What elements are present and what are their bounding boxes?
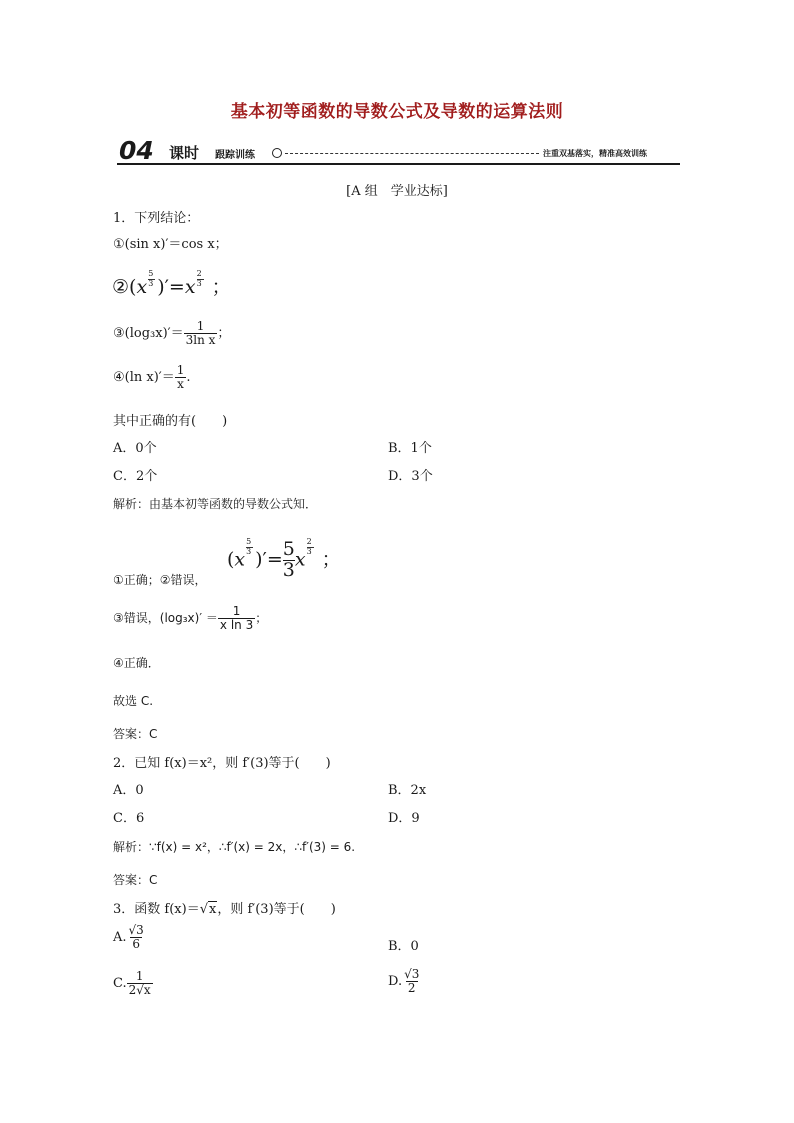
q3-option-c-num: 1 bbox=[135, 969, 144, 983]
q3-option-a bbox=[113, 924, 146, 951]
q1-analysis-line-c: ④正确． bbox=[113, 656, 160, 670]
q1-item3 bbox=[113, 320, 230, 347]
q1-analysis-line-b bbox=[113, 605, 267, 632]
q1-line-b-num: 1 bbox=[232, 604, 241, 618]
arrow-circle-icon bbox=[272, 148, 282, 158]
q3-stem-a: 3．函数 f(x)＝ bbox=[113, 902, 200, 917]
lesson-slogan: 注重双基落实，精准高效训练 bbox=[543, 149, 647, 158]
q3-stem-sqrt: x bbox=[209, 902, 217, 917]
q3-option-a-fraction bbox=[127, 924, 146, 951]
q1-item4-tail: . bbox=[186, 370, 191, 386]
q1-option-a: A．0个 bbox=[113, 441, 157, 456]
q1-answer: 答案：C bbox=[113, 727, 158, 741]
q1-option-d: D．3个 bbox=[388, 469, 433, 484]
q1-choose: 故选 C. bbox=[113, 694, 154, 708]
q1-stem: 1．下列结论： bbox=[113, 211, 200, 226]
q1-item3-tail: ； bbox=[217, 326, 231, 342]
q1-analysis-formula: (x $\frac{5}{3}$ )′= $\frac{5}{3}$ x $\frac{2}{3}$ ； bbox=[227, 537, 341, 581]
q1-item4 bbox=[113, 364, 191, 391]
q2-analysis: 解析：∵f(x) = x²，∴f′(x) = 2x，∴f′(3) = 6. bbox=[113, 840, 356, 854]
q1-item3-den: 3ln x bbox=[185, 333, 216, 348]
q3-option-d-num: √3 bbox=[404, 967, 420, 981]
q2-option-c: C．6 bbox=[113, 811, 145, 826]
lesson-number: 04 bbox=[119, 136, 154, 165]
q1-analysis: 解析：由基本初等函数的导数公式知． bbox=[113, 497, 318, 511]
q3-option-c-fraction bbox=[127, 970, 153, 997]
q1-item2: ②(x $\frac{5}{3}$ )′=x $\frac{2}{3}$ ； bbox=[112, 269, 231, 298]
dashed-divider bbox=[285, 153, 539, 154]
q1-item4-den: x bbox=[177, 377, 184, 392]
section-heading: [A 组 学业达标] bbox=[346, 184, 448, 199]
q1-item4-label: ④(ln x)′＝ bbox=[113, 370, 175, 386]
page-title: 基本初等函数的导数公式及导数的运算法则 bbox=[230, 102, 564, 122]
q3-option-c-den: 2√x bbox=[128, 983, 151, 998]
q3-option-a-num: √3 bbox=[128, 923, 144, 937]
q1-line-b-den: x ln 3 bbox=[219, 618, 254, 633]
q3-option-b: B．0 bbox=[388, 939, 419, 954]
q1-item3-label: ③(log₃x)′＝ bbox=[113, 326, 184, 342]
q1-question: 其中正确的有( ) bbox=[113, 414, 228, 429]
q2-answer: 答案：C bbox=[113, 873, 158, 887]
q1-line-b-eq: ＝ bbox=[205, 611, 218, 626]
q3-option-d-fraction bbox=[402, 968, 421, 995]
q3-option-c-label: C. bbox=[113, 976, 127, 992]
q1-item3-fraction bbox=[184, 320, 218, 347]
lesson-label: 跟踪训练 bbox=[215, 150, 255, 161]
q1-line-b-label: ③错误，(log₃x)′ bbox=[113, 611, 203, 626]
q1-line-b-tail: ； bbox=[255, 611, 268, 626]
q3-option-a-den: 6 bbox=[132, 937, 140, 952]
q1-line-b-fraction bbox=[218, 605, 255, 632]
lesson-keshi: 课时 bbox=[169, 144, 200, 162]
q1-analysis-line-a: ①正确；②错误， bbox=[113, 573, 207, 587]
lesson-banner bbox=[117, 136, 680, 166]
q3-option-d-den: 2 bbox=[407, 981, 416, 996]
q2-stem: 2．已知 f(x)＝x²，则 f′(3)等于( ) bbox=[113, 756, 331, 771]
q3-option-a-label: A. bbox=[113, 930, 127, 946]
q3-option-d-label: D. bbox=[388, 974, 403, 990]
q3-option-d bbox=[388, 968, 421, 995]
q1-option-b: B．1个 bbox=[388, 441, 432, 456]
q2-option-b: B．2x bbox=[388, 783, 427, 798]
q3-stem-b: ，则 f′(3)等于( ) bbox=[217, 902, 336, 917]
q2-option-d: D．9 bbox=[388, 811, 420, 826]
q1-option-c: C．2个 bbox=[113, 469, 158, 484]
q2-option-a: A．0 bbox=[113, 783, 144, 798]
q1-item4-fraction bbox=[175, 364, 187, 391]
banner-rule bbox=[117, 163, 680, 165]
five-thirds-fraction: $\frac{5}{3}$ bbox=[282, 538, 295, 581]
q1-item4-num: 1 bbox=[176, 363, 185, 377]
q3-stem: 3．函数 f(x)＝√x，则 f′(3)等于( ) bbox=[113, 902, 336, 917]
q3-option-c bbox=[113, 970, 153, 997]
q1-item2-label: ② bbox=[112, 276, 130, 298]
q1-item1: ①(sin x)′＝cos x； bbox=[113, 237, 228, 252]
q1-item3-num: 1 bbox=[196, 319, 205, 333]
